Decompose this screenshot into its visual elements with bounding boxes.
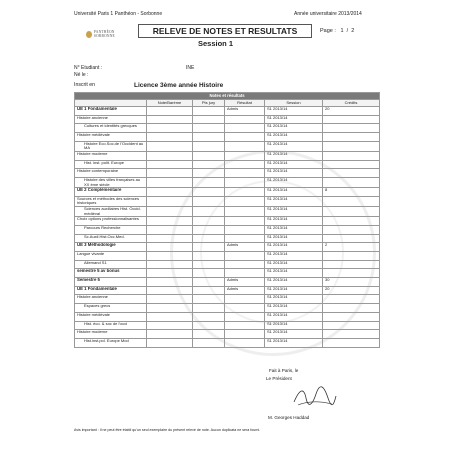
credits-cell — [323, 260, 380, 269]
result-cell — [225, 312, 265, 321]
credits-cell — [323, 207, 380, 217]
table-row — [75, 217, 380, 226]
credits-cell: 20 — [323, 107, 380, 116]
session-cell: S1 2013/14 — [265, 330, 323, 339]
grade-cell — [147, 338, 193, 347]
column-header: Note/Barème — [147, 100, 193, 107]
result-cell — [225, 196, 265, 206]
result-cell — [225, 151, 265, 160]
credits-cell — [323, 160, 380, 169]
table-row — [75, 225, 380, 234]
table-row — [75, 260, 380, 269]
jury-points-cell — [193, 225, 225, 234]
course-label: Hist.inst.pol. Europe Mod — [75, 338, 147, 347]
result-cell — [225, 225, 265, 234]
jury-points-cell — [193, 286, 225, 295]
grade-cell — [147, 115, 193, 124]
jury-points-cell — [193, 196, 225, 206]
grade-cell — [147, 330, 193, 339]
credits-cell — [323, 225, 380, 234]
table-row — [75, 269, 380, 278]
grade-cell — [147, 151, 193, 160]
grade-cell — [147, 178, 193, 188]
credits-cell: 2 — [323, 243, 380, 252]
course-label: Histoire Eco.Soc.de l'Occident au MA — [75, 141, 147, 151]
table-row — [75, 160, 380, 169]
page-total: 2 — [351, 28, 355, 34]
grade-cell — [147, 243, 193, 252]
page-current: 1 — [340, 28, 344, 34]
credits-cell — [323, 252, 380, 261]
credits-cell — [323, 269, 380, 278]
grade-cell — [147, 252, 193, 261]
credits-cell — [323, 312, 380, 321]
university-name: Université Paris 1 Panthéon - Sorbonne — [74, 11, 163, 17]
session-cell: S1 2013/14 — [265, 286, 323, 295]
column-header — [75, 100, 147, 107]
grade-cell — [147, 141, 193, 151]
table-row — [75, 321, 380, 330]
jury-points-cell — [193, 330, 225, 339]
jury-points-cell — [193, 207, 225, 217]
jury-points-cell — [193, 269, 225, 278]
course-label: UE 1 Fondamentale — [75, 107, 147, 116]
student-number-label: N° Etudiant : — [74, 65, 103, 71]
jury-points-cell — [193, 338, 225, 347]
credits-cell — [323, 321, 380, 330]
course-label: UE 1 Fondamentale — [75, 286, 147, 295]
result-cell — [225, 260, 265, 269]
grade-cell — [147, 107, 193, 116]
session-cell: S1 2013/14 — [265, 124, 323, 133]
signature-role: Le Président — [266, 376, 292, 381]
jury-points-cell — [193, 260, 225, 269]
jury-points-cell — [193, 141, 225, 151]
grade-cell — [147, 124, 193, 133]
result-cell: Admis — [225, 278, 265, 287]
jury-points-cell — [193, 217, 225, 226]
result-cell: Admis — [225, 286, 265, 295]
credits-cell — [323, 330, 380, 339]
result-cell — [225, 169, 265, 178]
academic-year: Année universitaire 2013/2014 — [294, 11, 362, 17]
column-header: Crédits — [323, 100, 380, 107]
session-cell: S1 2013/14 — [265, 207, 323, 217]
jury-points-cell — [193, 304, 225, 313]
jury-points-cell — [193, 160, 225, 169]
table-row — [75, 295, 380, 304]
grade-cell — [147, 225, 193, 234]
column-header: Session — [265, 100, 323, 107]
grades-table — [74, 92, 380, 348]
grade-cell — [147, 207, 193, 217]
credits-cell — [323, 124, 380, 133]
session-cell: S1 2013/14 — [265, 278, 323, 287]
result-cell — [225, 160, 265, 169]
grade-cell — [147, 160, 193, 169]
session-cell: S1 2013/14 — [265, 178, 323, 188]
session-cell: S1 2013/14 — [265, 304, 323, 313]
table-row — [75, 141, 380, 151]
grade-cell — [147, 217, 193, 226]
table-band-title: Notes et résultats — [75, 93, 380, 100]
credits-cell: 20 — [323, 286, 380, 295]
result-cell: Admis — [225, 243, 265, 252]
result-cell — [225, 338, 265, 347]
grade-cell — [147, 188, 193, 197]
grade-cell — [147, 278, 193, 287]
document-title: RELEVE DE NOTES ET RESULTATS — [138, 24, 312, 38]
table-row — [75, 207, 380, 217]
course-label: Choix options professionnalisantes — [75, 217, 147, 226]
course-label: Histoire des villes françaises au XX ème siècle — [75, 178, 147, 188]
result-cell: Admis — [225, 107, 265, 116]
credits-cell: 8 — [323, 188, 380, 197]
credits-cell — [323, 338, 380, 347]
table-row — [75, 188, 380, 197]
ine-label: INE — [186, 65, 195, 71]
session-cell: S1 2013/14 — [265, 133, 323, 142]
session-cell: S1 2013/14 — [265, 260, 323, 269]
grade-cell — [147, 304, 193, 313]
column-header: Pts jury — [193, 100, 225, 107]
course-label: Histoire moderne — [75, 330, 147, 339]
jury-points-cell — [193, 312, 225, 321]
credits-cell — [323, 295, 380, 304]
grade-cell — [147, 321, 193, 330]
course-label: Sources et méthodes des sciences historiques — [75, 196, 147, 206]
table-row — [75, 243, 380, 252]
session-cell: S1 2013/14 — [265, 295, 323, 304]
session-cell: S1 2013/14 — [265, 160, 323, 169]
session-cell: S1 2013/14 — [265, 252, 323, 261]
logo-text: PANTHÉON SORBONNE — [93, 30, 115, 38]
credits-cell — [323, 304, 380, 313]
course-label: Allemand S1 — [75, 260, 147, 269]
table-row — [75, 312, 380, 321]
grade-cell — [147, 133, 193, 142]
course-label: Sciences auxiliaires Hist. Occid. médiéval — [75, 207, 147, 217]
session-cell: S1 2013/14 — [265, 169, 323, 178]
table-row — [75, 234, 380, 243]
handwritten-signature — [290, 384, 338, 410]
footer-notice: Avis important : Il ne peut être établi qu'un seul exemplaire du présent relevé de note. Aucun duplicata ne sera fourni. — [74, 428, 261, 432]
jury-points-cell — [193, 252, 225, 261]
result-cell — [225, 304, 265, 313]
grade-cell — [147, 260, 193, 269]
result-cell — [225, 133, 265, 142]
course-label: Semestre 5 — [75, 278, 147, 287]
result-cell — [225, 207, 265, 217]
grade-cell — [147, 295, 193, 304]
course-label: Cultures et identités grecques — [75, 124, 147, 133]
enrolled-label: Inscrit en — [74, 82, 96, 88]
session-cell: S1 2013/14 — [265, 217, 323, 226]
result-cell — [225, 295, 265, 304]
session-cell: S1 2013/14 — [265, 321, 323, 330]
course-label: semestre 5 av bonus — [75, 269, 147, 278]
course-label: Parcours Recherche — [75, 225, 147, 234]
course-label: Sc.Auxil.Hist.Occ.Med. — [75, 234, 147, 243]
course-label: Histoire médiévale — [75, 312, 147, 321]
result-cell — [225, 234, 265, 243]
grade-cell — [147, 269, 193, 278]
session-cell: S1 2013/14 — [265, 312, 323, 321]
signature-place: Fait à Paris, le — [269, 368, 299, 373]
result-cell — [225, 115, 265, 124]
result-cell — [225, 269, 265, 278]
result-cell — [225, 330, 265, 339]
jury-points-cell — [193, 321, 225, 330]
result-cell — [225, 124, 265, 133]
jury-points-cell — [193, 295, 225, 304]
president-name: M. Georges Haddad — [268, 415, 310, 420]
course-label: UE 2 Complémentaire — [75, 188, 147, 197]
jury-points-cell — [193, 133, 225, 142]
result-cell — [225, 321, 265, 330]
jury-points-cell — [193, 278, 225, 287]
session-title: Session 1 — [198, 39, 234, 48]
session-cell: S1 2013/14 — [265, 196, 323, 206]
grade-cell — [147, 169, 193, 178]
course-label: Histoire moderne — [75, 151, 147, 160]
session-cell: S1 2013/14 — [265, 338, 323, 347]
result-cell — [225, 188, 265, 197]
birth-date-label: Né le : — [74, 72, 89, 78]
crest-icon — [86, 31, 92, 38]
table-row — [75, 115, 380, 124]
credits-cell — [323, 115, 380, 124]
grade-cell — [147, 234, 193, 243]
session-cell: S1 2013/14 — [265, 269, 323, 278]
credits-cell — [323, 141, 380, 151]
table-row — [75, 124, 380, 133]
result-cell — [225, 141, 265, 151]
jury-points-cell — [193, 234, 225, 243]
session-cell: S1 2013/14 — [265, 151, 323, 160]
table-row — [75, 169, 380, 178]
university-logo — [86, 29, 130, 39]
jury-points-cell — [193, 169, 225, 178]
table-row — [75, 107, 380, 116]
jury-points-cell — [193, 178, 225, 188]
jury-points-cell — [193, 188, 225, 197]
course-label: UE 3 Méthodologie — [75, 243, 147, 252]
result-cell — [225, 252, 265, 261]
credits-cell — [323, 169, 380, 178]
table-row — [75, 133, 380, 142]
table-row — [75, 278, 380, 287]
session-cell: S1 2013/14 — [265, 243, 323, 252]
jury-points-cell — [193, 243, 225, 252]
course-label: Histoire ancienne — [75, 115, 147, 124]
table-row — [75, 338, 380, 347]
programme-name: Licence 3ème année Histoire — [134, 82, 224, 89]
session-cell: S1 2013/14 — [265, 141, 323, 151]
session-cell: S1 2013/14 — [265, 115, 323, 124]
table-row — [75, 178, 380, 188]
jury-points-cell — [193, 115, 225, 124]
credits-cell — [323, 196, 380, 206]
course-label: Hist. inst. polit. Europe — [75, 160, 147, 169]
course-label: Espaces grecs — [75, 304, 147, 313]
credits-cell — [323, 133, 380, 142]
column-header: Résultat — [225, 100, 265, 107]
jury-points-cell — [193, 107, 225, 116]
credits-cell: 30 — [323, 278, 380, 287]
credits-cell — [323, 178, 380, 188]
course-label: Langue vivante — [75, 252, 147, 261]
credits-cell — [323, 234, 380, 243]
course-label: Hist. éco. & soc de l'occi — [75, 321, 147, 330]
session-cell: S1 2013/14 — [265, 107, 323, 116]
course-label: Histoire contemporaine — [75, 169, 147, 178]
credits-cell — [323, 151, 380, 160]
table-row — [75, 286, 380, 295]
page-indicator: Page : 1 / 2 — [320, 28, 355, 34]
table-row — [75, 196, 380, 206]
session-cell: S1 2013/14 — [265, 188, 323, 197]
jury-points-cell — [193, 151, 225, 160]
grade-cell — [147, 196, 193, 206]
table-row — [75, 330, 380, 339]
session-cell: S1 2013/14 — [265, 225, 323, 234]
credits-cell — [323, 217, 380, 226]
jury-points-cell — [193, 124, 225, 133]
result-cell — [225, 178, 265, 188]
table-row — [75, 151, 380, 160]
grade-cell — [147, 286, 193, 295]
table-row — [75, 252, 380, 261]
table-row — [75, 304, 380, 313]
result-cell — [225, 217, 265, 226]
course-label: Histoire ancienne — [75, 295, 147, 304]
grade-cell — [147, 312, 193, 321]
course-label: Histoire médiévale — [75, 133, 147, 142]
session-cell: S1 2013/14 — [265, 234, 323, 243]
